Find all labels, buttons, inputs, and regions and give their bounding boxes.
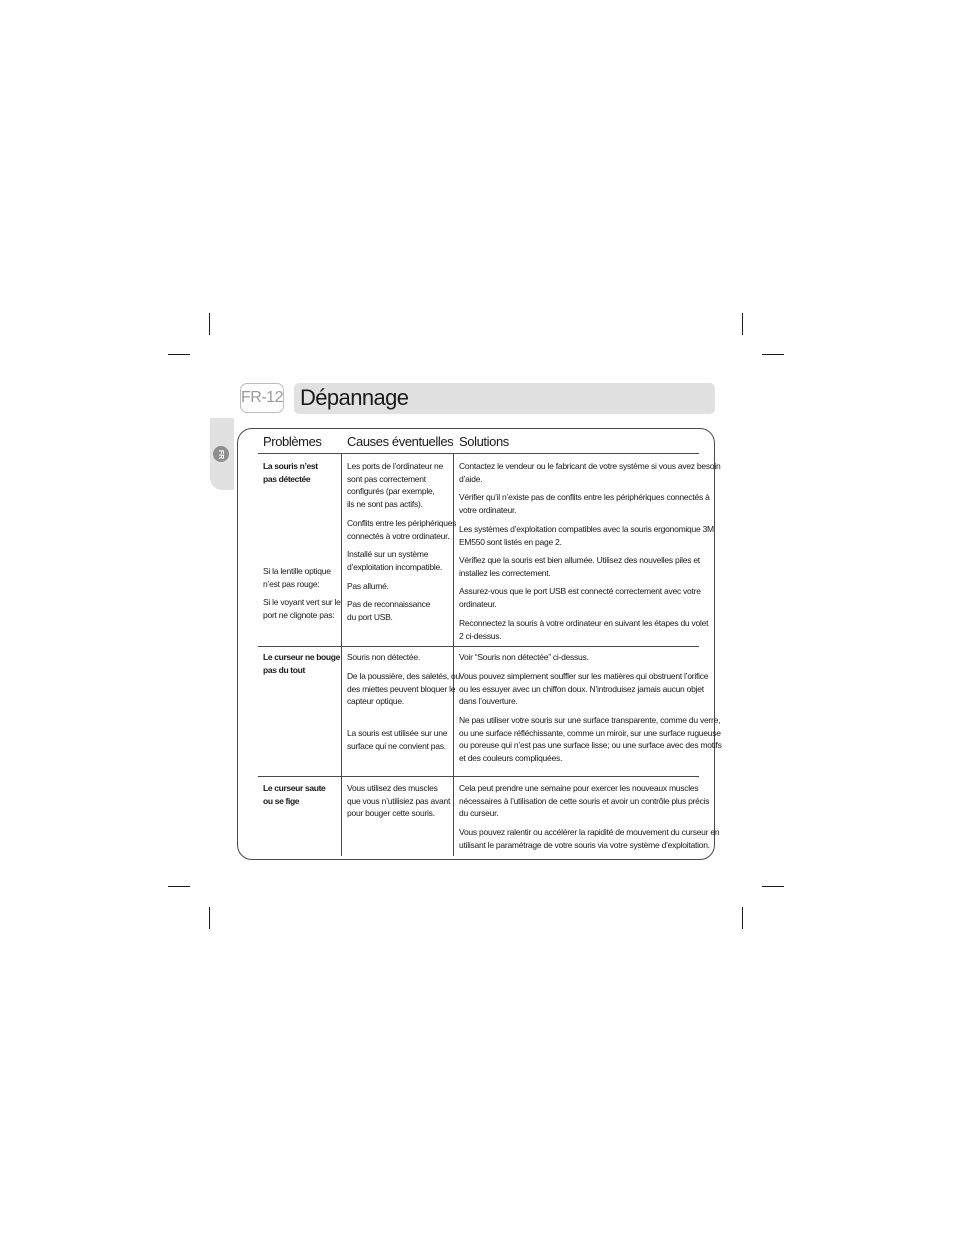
solution-cell: Reconnectez la souris à votre ordinateur en suivant les étapes du volet 2 ci-dessus.: [459, 618, 709, 641]
solution-cell: Cela peut prendre une semaine pour exercer les nouveaux muscles nécessaires à l’utilisation de cette souris et avoir un contrôle plus précis du curseur.: [459, 783, 710, 819]
cause-cell: Pas de reconnaissance du port USB.: [347, 599, 431, 622]
page-number: FR-12: [240, 383, 284, 413]
solution-cell: Voir “Souris non détectée” ci-dessus.: [459, 652, 589, 662]
language-tab: [210, 418, 234, 490]
row-divider: [258, 646, 699, 647]
solution-cell: Vous pouvez ralentir ou accélérer la rapidité de mouvement du curseur en utilisant le paramétrage de votre souris via votre système d’exploitation.: [459, 827, 720, 850]
problem-cell: Le curseur saute ou se fige: [263, 783, 326, 806]
problem-cell: Si la lentille optique n’est pas rouge:: [263, 566, 331, 589]
crop-mark: [742, 313, 743, 335]
crop-mark: [168, 354, 190, 355]
page-title: Dépannage: [300, 385, 409, 410]
cause-cell: Les ports de l’ordinateur ne sont pas correctement configurés (par exemple, ils ne sont pas actifs).: [347, 461, 444, 509]
language-label: FR: [217, 449, 225, 459]
crop-mark: [209, 313, 210, 335]
cause-cell: Souris non détectée.: [347, 652, 420, 662]
solution-cell: Les systèmes d’exploitation compatibles avec la souris ergonomique 3M EM550 sont listés en page 2.: [459, 524, 714, 547]
solution-cell: Contactez le vendeur ou le fabricant de votre système si vous avez besoin d’aide.: [459, 461, 721, 484]
problem-cell: La souris n’est pas détectée: [263, 461, 318, 484]
solution-cell: Vérifier qu’il n’existe pas de conflits entre les périphériques connectés à votre ordinateur.: [459, 492, 710, 515]
crop-mark: [209, 907, 210, 929]
solution-cell: Assurez-vous que le port USB est connecté correctement avec votre ordinateur.: [459, 586, 701, 609]
title-bar: [294, 383, 715, 414]
row-divider: [258, 776, 699, 777]
crop-mark: [742, 907, 743, 929]
cause-cell: La souris est utilisée sur une surface qui ne convient pas.: [347, 728, 448, 751]
column-header-solutions: Solutions: [459, 434, 509, 449]
problem-cell: Si le voyant vert sur le port ne clignote pas:: [263, 597, 341, 620]
solution-cell: Ne pas utiliser votre souris sur une surface transparente, comme du verre, ou une surface réfléchissante, comme un miroir, sur une surface rugueuse ou poreuse qui n’est pas une surface lisse; ou une surface avec des motifs et des couleurs compliquées.: [459, 715, 722, 763]
header-rule: [258, 453, 699, 454]
cause-cell: Conflits entre les périphériques connectés à votre ordinateur.: [347, 518, 457, 541]
cause-cell: Vous utilisez des muscles que vous n’utilisiez pas avant pour bouger cette souris.: [347, 783, 451, 819]
column-header-problems: Problèmes: [263, 434, 322, 449]
column-header-causes: Causes éventuelles: [347, 434, 454, 449]
cause-cell: De la poussière, des saletés, ou des miettes peuvent bloquer le capteur optique.: [347, 671, 460, 707]
crop-mark: [762, 354, 784, 355]
column-divider: [341, 453, 342, 856]
problem-cell: Le curseur ne bouge pas du tout: [263, 652, 340, 675]
language-badge: [213, 446, 229, 462]
solution-cell: Vérifiez que la souris est bien allumée. Utilisez des nouvelles piles et installez les correctement.: [459, 555, 700, 578]
solution-cell: Vous pouvez simplement souffler sur les matières qui obstruent l’orifice ou les essuyer avec un chiffon doux. N’introduisez jamais aucun objet dans l’ouverture.: [459, 671, 709, 707]
crop-mark: [168, 886, 190, 887]
cause-cell: Pas allumé.: [347, 581, 389, 591]
column-divider: [453, 453, 454, 856]
cause-cell: Installé sur un système d’exploitation incompatible.: [347, 549, 443, 572]
crop-mark: [762, 886, 784, 887]
